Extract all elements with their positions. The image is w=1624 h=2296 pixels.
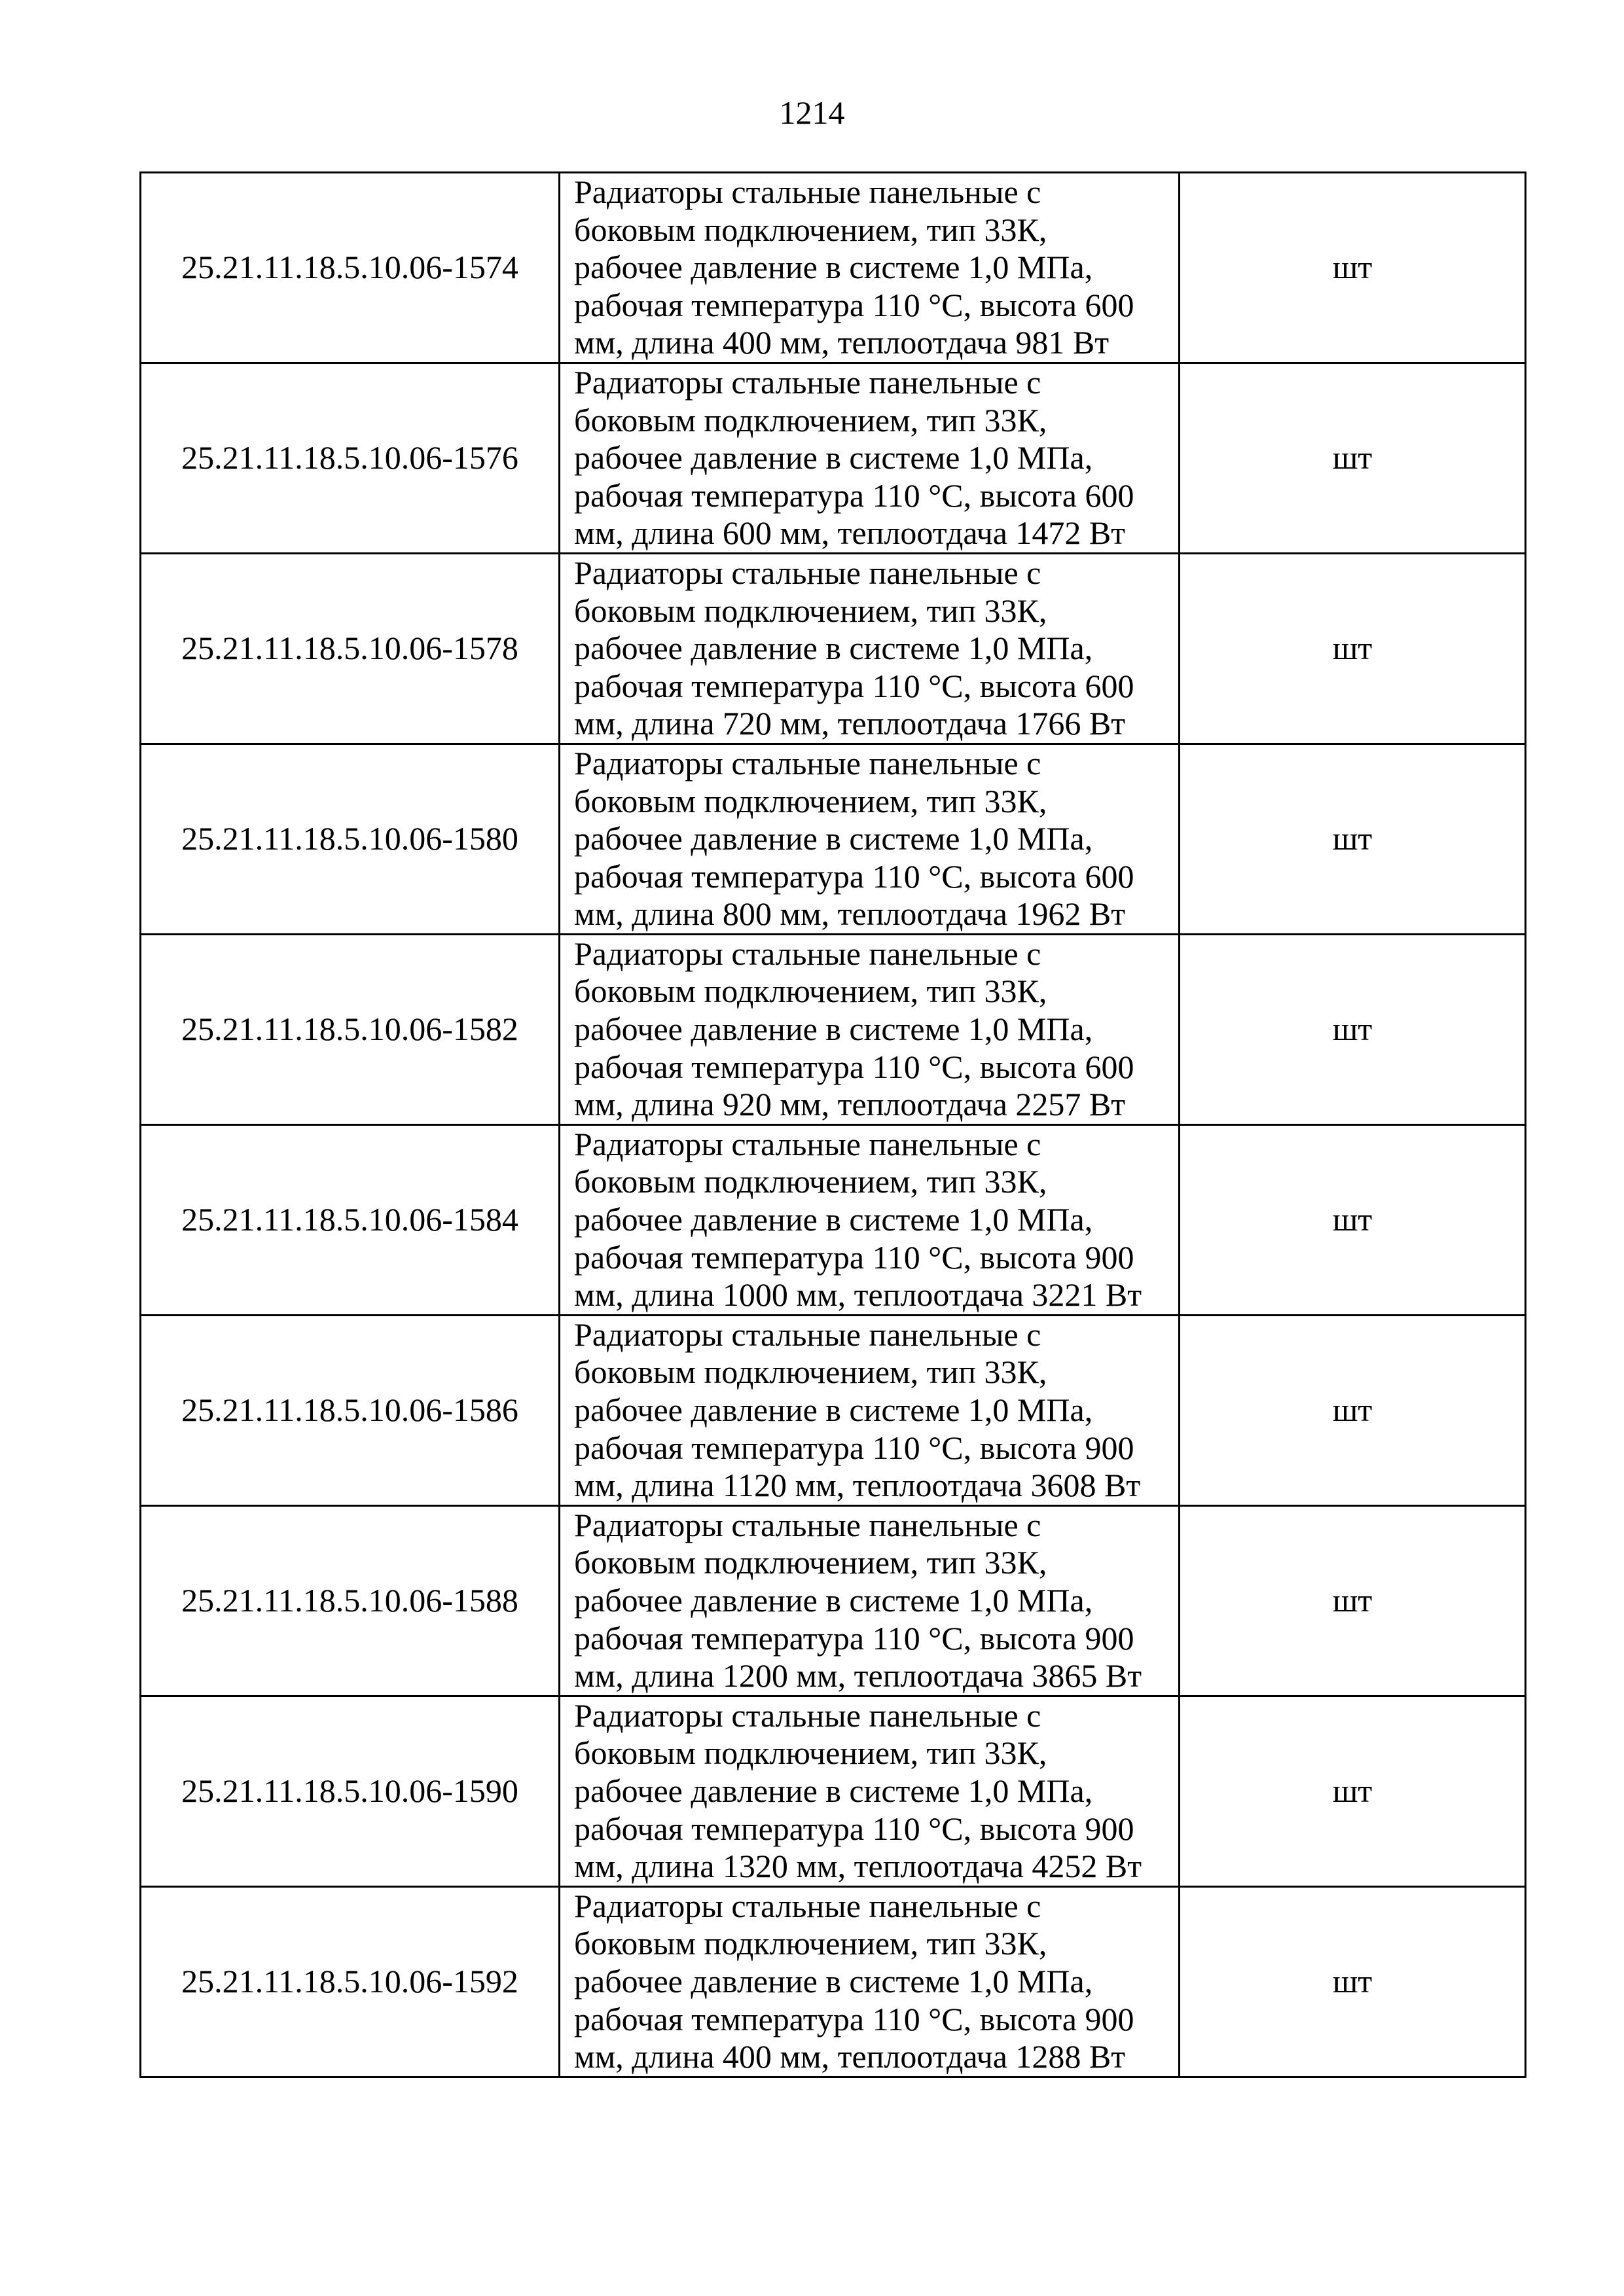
- resource-code: 25.21.11.18.5.10.06-1578: [141, 553, 560, 744]
- table-row: [141, 1505, 1526, 1696]
- resource-description: Радиаторы стальные панельные с боковым подключением, тип 33К, рабочее давление в системе 1,0 МПа, рабочая температура 110 °С, высота 600 мм, длина 600 мм, теплоотдача 1472 Вт: [560, 363, 1180, 553]
- unit-of-measure: шт: [1180, 553, 1526, 744]
- resource-description: Радиаторы стальные панельные с боковым подключением, тип 33К, рабочее давление в системе 1,0 МПа, рабочая температура 110 °С, высота 600 мм, длина 920 мм, теплоотдача 2257 Вт: [560, 934, 1180, 1124]
- page-number: 1214: [779, 94, 845, 131]
- unit-of-measure: шт: [1180, 1315, 1526, 1505]
- table-row: [141, 1696, 1526, 1886]
- table-row: [141, 934, 1526, 1124]
- resource-code: 25.21.11.18.5.10.06-1590: [141, 1696, 560, 1886]
- table-row: [141, 744, 1526, 934]
- resource-description: Радиаторы стальные панельные с боковым подключением, тип 33К, рабочее давление в системе 1,0 МПа, рабочая температура 110 °С, высота 900 мм, длина 1000 мм, теплоотдача 3221 Вт: [560, 1124, 1180, 1315]
- resource-description: Радиаторы стальные панельные с боковым подключением, тип 33К, рабочее давление в системе 1,0 МПа, рабочая температура 110 °С, высота 600 мм, длина 720 мм, теплоотдача 1766 Вт: [560, 553, 1180, 744]
- resource-table: [139, 171, 1526, 2078]
- table-row: [141, 1124, 1526, 1315]
- resource-code: 25.21.11.18.5.10.06-1582: [141, 934, 560, 1124]
- resource-code: 25.21.11.18.5.10.06-1580: [141, 744, 560, 934]
- unit-of-measure: шт: [1180, 1505, 1526, 1696]
- resource-description: Радиаторы стальные панельные с боковым подключением, тип 33К, рабочее давление в системе 1,0 МПа, рабочая температура 110 °С, высота 600 мм, длина 800 мм, теплоотдача 1962 Вт: [560, 744, 1180, 934]
- resource-description: Радиаторы стальные панельные с боковым подключением, тип 33К, рабочее давление в системе 1,0 МПа, рабочая температура 110 °С, высота 900 мм, длина 1120 мм, теплоотдача 3608 Вт: [560, 1315, 1180, 1505]
- resource-description: Радиаторы стальные панельные с боковым подключением, тип 33К, рабочее давление в системе 1,0 МПа, рабочая температура 110 °С, высота 900 мм, длина 1320 мм, теплоотдача 4252 Вт: [560, 1696, 1180, 1886]
- table-row: [141, 173, 1526, 363]
- resource-code: 25.21.11.18.5.10.06-1586: [141, 1315, 560, 1505]
- table-row: [141, 1886, 1526, 2077]
- resource-description: Радиаторы стальные панельные с боковым подключением, тип 33К, рабочее давление в системе 1,0 МПа, рабочая температура 110 °С, высота 900 мм, длина 400 мм, теплоотдача 1288 Вт: [560, 1886, 1180, 2077]
- unit-of-measure: шт: [1180, 1696, 1526, 1886]
- unit-of-measure: шт: [1180, 1124, 1526, 1315]
- resource-code: 25.21.11.18.5.10.06-1592: [141, 1886, 560, 2077]
- resource-code: 25.21.11.18.5.10.06-1576: [141, 363, 560, 553]
- unit-of-measure: шт: [1180, 173, 1526, 363]
- unit-of-measure: шт: [1180, 363, 1526, 553]
- resource-description: Радиаторы стальные панельные с боковым подключением, тип 33К, рабочее давление в системе 1,0 МПа, рабочая температура 110 °С, высота 600 мм, длина 400 мм, теплоотдача 981 Вт: [560, 173, 1180, 363]
- unit-of-measure: шт: [1180, 744, 1526, 934]
- table-row: [141, 363, 1526, 553]
- resource-table-body: [141, 173, 1526, 2077]
- resource-code: 25.21.11.18.5.10.06-1588: [141, 1505, 560, 1696]
- unit-of-measure: шт: [1180, 1886, 1526, 2077]
- resource-code: 25.21.11.18.5.10.06-1584: [141, 1124, 560, 1315]
- resource-description: Радиаторы стальные панельные с боковым подключением, тип 33К, рабочее давление в системе 1,0 МПа, рабочая температура 110 °С, высота 900 мм, длина 1200 мм, теплоотдача 3865 Вт: [560, 1505, 1180, 1696]
- unit-of-measure: шт: [1180, 934, 1526, 1124]
- table-row: [141, 1315, 1526, 1505]
- resource-code: 25.21.11.18.5.10.06-1574: [141, 173, 560, 363]
- table-row: [141, 553, 1526, 744]
